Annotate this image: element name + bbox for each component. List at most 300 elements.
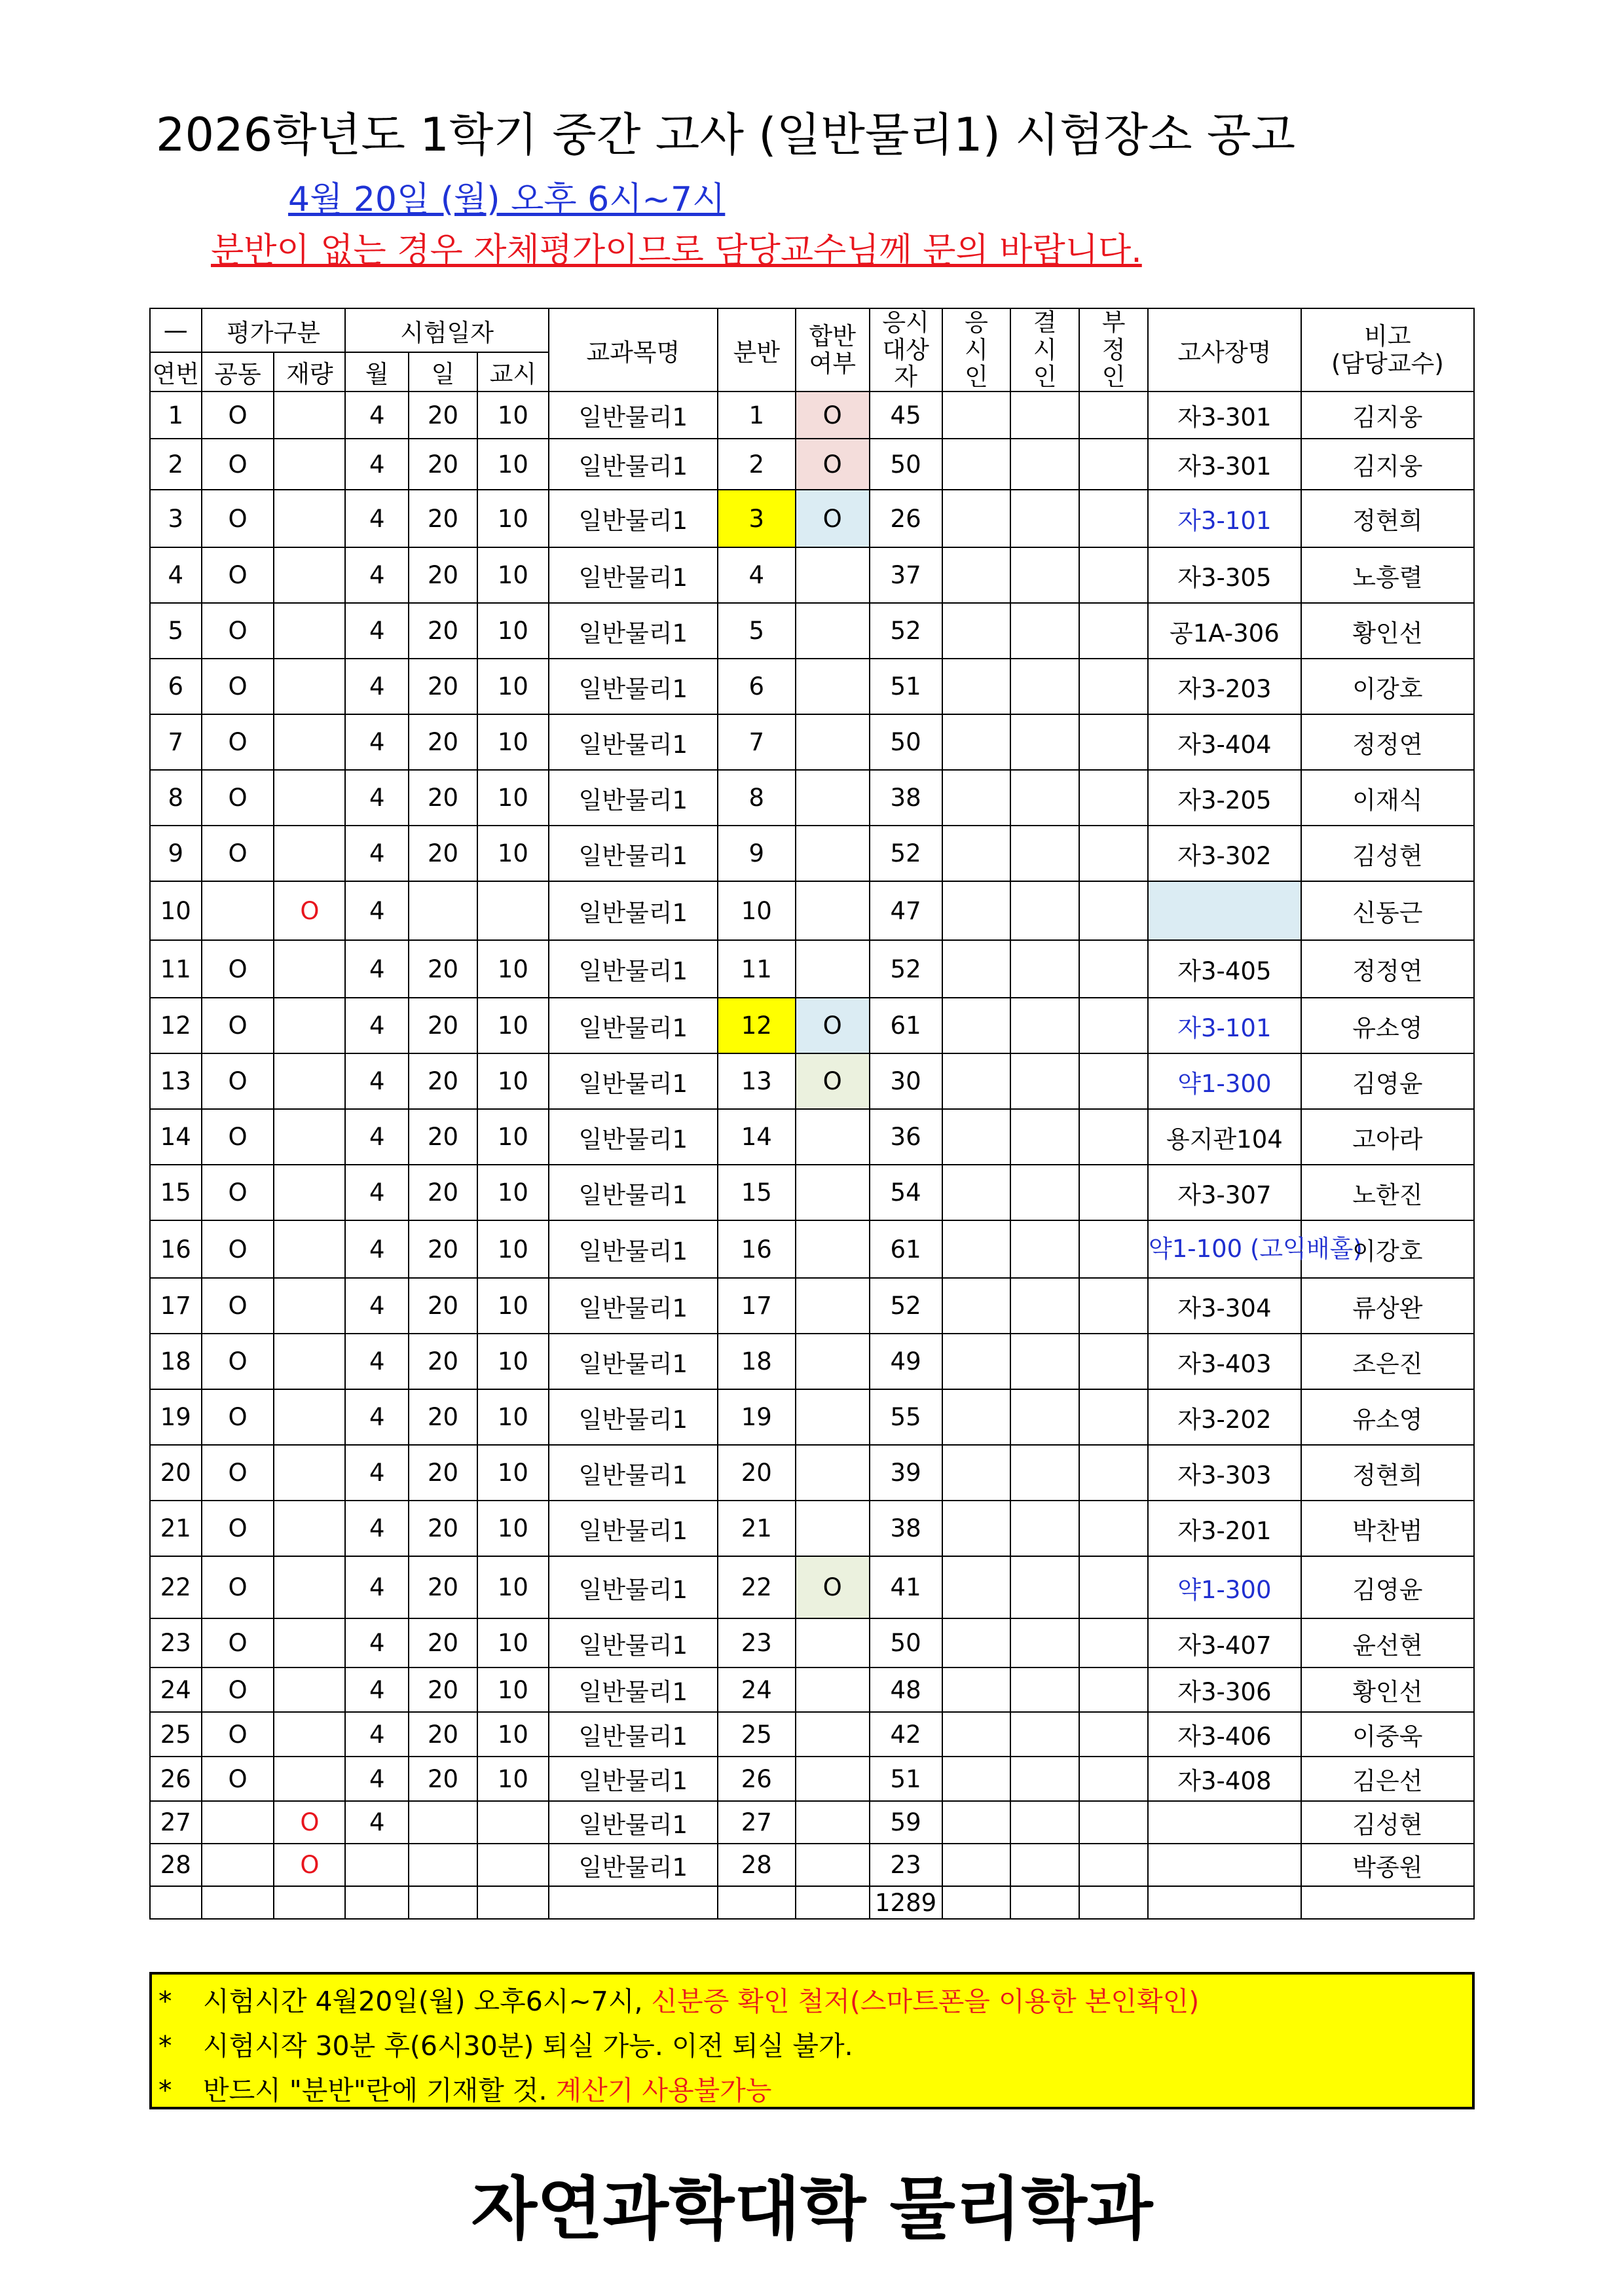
- header-eval-type: 평가구분: [202, 308, 346, 352]
- cell-examinees: 50: [870, 439, 942, 490]
- table-row: [150, 547, 1474, 603]
- cell-cheating: [1079, 1801, 1148, 1844]
- cell-course: 일반물리1: [549, 490, 718, 547]
- cell-cheating: [1079, 1844, 1148, 1886]
- cell-period: 10: [477, 826, 549, 881]
- cell-merged: [796, 881, 870, 940]
- cell-month: 4: [345, 1334, 409, 1389]
- cell-joint: O: [202, 1165, 274, 1220]
- cell-attended: [942, 1501, 1011, 1556]
- cell-joint: [202, 1844, 274, 1886]
- cell-professor: 김성현: [1301, 826, 1474, 881]
- table-row: [150, 1667, 1474, 1712]
- cell-joint: O: [202, 1220, 274, 1278]
- cell-month: 4: [345, 439, 409, 490]
- cell-cheating: [1079, 659, 1148, 714]
- cell-month: 4: [345, 659, 409, 714]
- cell-discretion: [274, 659, 345, 714]
- cell-professor: 윤선현: [1301, 1618, 1474, 1667]
- cell-merged: O: [796, 439, 870, 490]
- cell-no: 13: [150, 1053, 202, 1109]
- cell-section: 8: [718, 770, 796, 826]
- header-joint: 공동: [202, 352, 274, 392]
- header-day: 일: [409, 352, 477, 392]
- header-month: 월: [345, 352, 409, 392]
- cell-examinees: 52: [870, 940, 942, 998]
- cell-attended: [942, 439, 1011, 490]
- cell-attended: [942, 1278, 1011, 1334]
- cell-cheating: [1079, 1501, 1148, 1556]
- cell-section: 24: [718, 1667, 796, 1712]
- note-text: 시험시작 30분 후(6시30분) 퇴실 가능. 이전 퇴실 불가.: [203, 2030, 853, 2062]
- department-footer: 자연과학대학 물리학과: [471, 2169, 1153, 2249]
- cell-attended: [942, 1109, 1011, 1165]
- cell-section: 3: [718, 490, 796, 547]
- cell-month: 4: [345, 1712, 409, 1757]
- cell-examinees: 49: [870, 1334, 942, 1389]
- cell-joint: O: [202, 940, 274, 998]
- cell-cheating: [1079, 881, 1148, 940]
- cell-cheating: [1079, 1220, 1148, 1278]
- cell-merged: [796, 603, 870, 659]
- header-room: 고사장명: [1148, 308, 1301, 392]
- cell-cheating: [1079, 1667, 1148, 1712]
- cell-cheating: [1079, 714, 1148, 770]
- cell-room: 약1-300: [1148, 1556, 1301, 1618]
- cell-joint: O: [202, 1667, 274, 1712]
- cell-month: 4: [345, 940, 409, 998]
- cell-period: 10: [477, 1165, 549, 1220]
- cell-professor: 김영윤: [1301, 1053, 1474, 1109]
- cell-course: 일반물리1: [549, 1278, 718, 1334]
- cell-day: 20: [409, 998, 477, 1053]
- cell-no: 6: [150, 659, 202, 714]
- cell-joint: O: [202, 998, 274, 1053]
- cell-month: 4: [345, 1389, 409, 1445]
- cell-absent: [1010, 826, 1079, 881]
- cell-absent: [1010, 1556, 1079, 1618]
- cell-room: 자3-304: [1148, 1278, 1301, 1334]
- cell-cheating: [1079, 770, 1148, 826]
- cell-period: 10: [477, 1618, 549, 1667]
- cell-period: 10: [477, 1667, 549, 1712]
- cell-cheating: [1079, 826, 1148, 881]
- cell-course: 일반물리1: [549, 392, 718, 439]
- table-row: [150, 603, 1474, 659]
- cell-cheating: [1079, 1757, 1148, 1801]
- cell-attended: [942, 1844, 1011, 1886]
- cell-section: 12: [718, 998, 796, 1053]
- cell-discretion: [274, 1501, 345, 1556]
- cell-month: 4: [345, 770, 409, 826]
- cell-attended: [942, 1389, 1011, 1445]
- note-red-text: 계산기 사용불가능: [555, 2075, 772, 2106]
- cell-course: 일반물리1: [549, 998, 718, 1053]
- cell-examinees: 51: [870, 1757, 942, 1801]
- cell-professor: 유소영: [1301, 1389, 1474, 1445]
- header-examinees: 응시 대상 자: [870, 308, 942, 392]
- cell-cheating: [1079, 998, 1148, 1053]
- cell-period: 10: [477, 1389, 549, 1445]
- cell-discretion: [274, 1278, 345, 1334]
- cell-professor: 조은진: [1301, 1334, 1474, 1389]
- cell-room: 자3-101: [1148, 998, 1301, 1053]
- cell-merged: [796, 1501, 870, 1556]
- table-row: [150, 1445, 1474, 1501]
- cell-course: 일반물리1: [549, 547, 718, 603]
- cell-merged: [796, 1165, 870, 1220]
- cell-cheating: [1079, 1556, 1148, 1618]
- cell-course: 일반물리1: [549, 1220, 718, 1278]
- cell-section: 19: [718, 1389, 796, 1445]
- cell-day: 20: [409, 1556, 477, 1618]
- cell-no: 3: [150, 490, 202, 547]
- table-row: [150, 1757, 1474, 1801]
- cell-course: 일반물리1: [549, 659, 718, 714]
- table-row: [150, 940, 1474, 998]
- cell-examinees: 50: [870, 714, 942, 770]
- cell-joint: O: [202, 547, 274, 603]
- total-empty-cell: [942, 1886, 1011, 1919]
- cell-period: 10: [477, 1501, 549, 1556]
- cell-period: 10: [477, 603, 549, 659]
- total-empty-cell: [202, 1886, 274, 1919]
- table-row: [150, 1618, 1474, 1667]
- cell-cheating: [1079, 1334, 1148, 1389]
- cell-no: 12: [150, 998, 202, 1053]
- cell-day: 20: [409, 1389, 477, 1445]
- cell-period: 10: [477, 1334, 549, 1389]
- cell-no: 5: [150, 603, 202, 659]
- cell-joint: [202, 881, 274, 940]
- cell-room: 자3-404: [1148, 714, 1301, 770]
- cell-section: 25: [718, 1712, 796, 1757]
- cell-professor: 이강호: [1301, 659, 1474, 714]
- cell-professor: 유소영: [1301, 998, 1474, 1053]
- cell-attended: [942, 1712, 1011, 1757]
- cell-merged: [796, 1220, 870, 1278]
- cell-course: 일반물리1: [549, 1109, 718, 1165]
- table-row: [150, 1712, 1474, 1757]
- cell-merged: O: [796, 490, 870, 547]
- cell-examinees: 50: [870, 1618, 942, 1667]
- cell-absent: [1010, 1712, 1079, 1757]
- cell-no: 19: [150, 1389, 202, 1445]
- cell-course: 일반물리1: [549, 1801, 718, 1844]
- cell-course: 일반물리1: [549, 1556, 718, 1618]
- cell-examinees: 61: [870, 998, 942, 1053]
- cell-discretion: [274, 1667, 345, 1712]
- cell-room: 자3-301: [1148, 392, 1301, 439]
- cell-day: 20: [409, 826, 477, 881]
- cell-period: 10: [477, 1445, 549, 1501]
- cell-month: 4: [345, 714, 409, 770]
- cell-cheating: [1079, 603, 1148, 659]
- cell-cheating: [1079, 1053, 1148, 1109]
- cell-period: 10: [477, 1757, 549, 1801]
- cell-joint: O: [202, 392, 274, 439]
- cell-discretion: [274, 1389, 345, 1445]
- cell-course: 일반물리1: [549, 714, 718, 770]
- table-row: [150, 826, 1474, 881]
- table-row: [150, 1501, 1474, 1556]
- cell-examinees: 61: [870, 1220, 942, 1278]
- cell-professor: 고아라: [1301, 1109, 1474, 1165]
- cell-room: 자3-408: [1148, 1757, 1301, 1801]
- table-row: [150, 1844, 1474, 1886]
- cell-examinees: 41: [870, 1556, 942, 1618]
- cell-examinees: 30: [870, 1053, 942, 1109]
- header-merged: 합반 여부: [796, 308, 870, 392]
- cell-professor: 이강호: [1301, 1220, 1474, 1278]
- cell-day: 20: [409, 1165, 477, 1220]
- cell-day: 20: [409, 1501, 477, 1556]
- cell-absent: [1010, 1618, 1079, 1667]
- cell-section: 5: [718, 603, 796, 659]
- cell-no: 26: [150, 1757, 202, 1801]
- cell-examinees: 26: [870, 490, 942, 547]
- cell-discretion: [274, 1445, 345, 1501]
- cell-merged: [796, 714, 870, 770]
- cell-day: [409, 1801, 477, 1844]
- cell-period: [477, 1801, 549, 1844]
- cell-joint: [202, 1801, 274, 1844]
- note-text: 시험시간 4월20일(월) 오후6시~7시,: [203, 1986, 652, 2017]
- cell-course: 일반물리1: [549, 770, 718, 826]
- cell-section: 20: [718, 1445, 796, 1501]
- cell-examinees: 52: [870, 603, 942, 659]
- cell-day: 20: [409, 547, 477, 603]
- cell-no: 11: [150, 940, 202, 998]
- cell-attended: [942, 547, 1011, 603]
- cell-course: 일반물리1: [549, 1618, 718, 1667]
- cell-no: 24: [150, 1667, 202, 1712]
- cell-section: 9: [718, 826, 796, 881]
- cell-cheating: [1079, 1618, 1148, 1667]
- cell-absent: [1010, 1844, 1079, 1886]
- cell-day: 20: [409, 603, 477, 659]
- total-empty-cell: [1079, 1886, 1148, 1919]
- cell-absent: [1010, 1109, 1079, 1165]
- cell-attended: [942, 392, 1011, 439]
- cell-cheating: [1079, 547, 1148, 603]
- cell-month: 4: [345, 1556, 409, 1618]
- header-period: 교시: [477, 352, 549, 392]
- cell-attended: [942, 1556, 1011, 1618]
- cell-room: 자3-201: [1148, 1501, 1301, 1556]
- table-row: [150, 1109, 1474, 1165]
- cell-joint: O: [202, 1712, 274, 1757]
- cell-section: 21: [718, 1501, 796, 1556]
- total-empty-cell: [409, 1886, 477, 1919]
- cell-day: 20: [409, 1278, 477, 1334]
- table-row: [150, 1053, 1474, 1109]
- cell-professor: 김지웅: [1301, 439, 1474, 490]
- cell-merged: [796, 1844, 870, 1886]
- cell-merged: [796, 770, 870, 826]
- cell-no: 20: [150, 1445, 202, 1501]
- note-star: *: [158, 2030, 172, 2062]
- cell-section: 7: [718, 714, 796, 770]
- cell-discretion: [274, 1334, 345, 1389]
- cell-professor: 김은선: [1301, 1757, 1474, 1801]
- cell-professor: 이재식: [1301, 770, 1474, 826]
- cell-absent: [1010, 490, 1079, 547]
- cell-month: 4: [345, 1667, 409, 1712]
- cell-day: 20: [409, 439, 477, 490]
- cell-day: [409, 1844, 477, 1886]
- cell-professor: 정현희: [1301, 1445, 1474, 1501]
- cell-joint: O: [202, 770, 274, 826]
- cell-attended: [942, 1801, 1011, 1844]
- cell-day: 20: [409, 770, 477, 826]
- cell-professor: 박종원: [1301, 1844, 1474, 1886]
- cell-section: 1: [718, 392, 796, 439]
- cell-room: 자3-301: [1148, 439, 1301, 490]
- total-empty-cell: [549, 1886, 718, 1919]
- cell-course: 일반물리1: [549, 439, 718, 490]
- cell-course: 일반물리1: [549, 1445, 718, 1501]
- cell-no: 17: [150, 1278, 202, 1334]
- cell-section: 18: [718, 1334, 796, 1389]
- note-item: [158, 1980, 1199, 2018]
- header-section: 분반: [718, 308, 796, 392]
- cell-attended: [942, 714, 1011, 770]
- header-remarks: 비고 (담당교수): [1301, 308, 1474, 392]
- cell-section: 6: [718, 659, 796, 714]
- cell-examinees: 54: [870, 1165, 942, 1220]
- cell-joint: O: [202, 1053, 274, 1109]
- cell-discretion: [274, 490, 345, 547]
- cell-joint: O: [202, 1278, 274, 1334]
- cell-absent: [1010, 1220, 1079, 1278]
- cell-joint: O: [202, 1389, 274, 1445]
- cell-room: 자3-205: [1148, 770, 1301, 826]
- cell-cheating: [1079, 439, 1148, 490]
- table-row: [150, 714, 1474, 770]
- cell-merged: [796, 1334, 870, 1389]
- cell-section: 26: [718, 1757, 796, 1801]
- cell-attended: [942, 1445, 1011, 1501]
- cell-discretion: [274, 826, 345, 881]
- cell-room: 자3-302: [1148, 826, 1301, 881]
- cell-examinees: 52: [870, 1278, 942, 1334]
- cell-absent: [1010, 1667, 1079, 1712]
- cell-no: 8: [150, 770, 202, 826]
- cell-merged: [796, 1712, 870, 1757]
- cell-section: 22: [718, 1556, 796, 1618]
- cell-no: 15: [150, 1165, 202, 1220]
- cell-section: 27: [718, 1801, 796, 1844]
- cell-discretion: [274, 1712, 345, 1757]
- cell-merged: [796, 940, 870, 998]
- cell-professor: 김영윤: [1301, 1556, 1474, 1618]
- cell-joint: O: [202, 1618, 274, 1667]
- cell-room: 약1-300: [1148, 1053, 1301, 1109]
- cell-room: 용지관104: [1148, 1109, 1301, 1165]
- cell-examinees: 38: [870, 770, 942, 826]
- note-star: *: [158, 2075, 172, 2106]
- cell-day: 20: [409, 1712, 477, 1757]
- cell-attended: [942, 1220, 1011, 1278]
- cell-merged: O: [796, 392, 870, 439]
- cell-professor: 류상완: [1301, 1278, 1474, 1334]
- total-empty-cell: [477, 1886, 549, 1919]
- cell-joint: O: [202, 1445, 274, 1501]
- cell-attended: [942, 1165, 1011, 1220]
- cell-joint: O: [202, 1334, 274, 1389]
- cell-period: 10: [477, 490, 549, 547]
- cell-day: 20: [409, 659, 477, 714]
- cell-period: 10: [477, 439, 549, 490]
- cell-absent: [1010, 940, 1079, 998]
- cell-merged: [796, 1389, 870, 1445]
- total-row: [150, 1886, 1474, 1919]
- cell-room: 자3-305: [1148, 547, 1301, 603]
- total-empty-cell: [796, 1886, 870, 1919]
- cell-attended: [942, 1053, 1011, 1109]
- cell-day: 20: [409, 940, 477, 998]
- cell-attended: [942, 1667, 1011, 1712]
- cell-month: 4: [345, 547, 409, 603]
- cell-professor: 노흥렬: [1301, 547, 1474, 603]
- cell-absent: [1010, 392, 1079, 439]
- cell-discretion: [274, 998, 345, 1053]
- cell-absent: [1010, 1757, 1079, 1801]
- cell-discretion: [274, 714, 345, 770]
- cell-joint: O: [202, 714, 274, 770]
- cell-cheating: [1079, 1278, 1148, 1334]
- cell-no: 4: [150, 547, 202, 603]
- cell-month: 4: [345, 490, 409, 547]
- cell-attended: [942, 490, 1011, 547]
- cell-discretion: [274, 603, 345, 659]
- cell-examinees: 38: [870, 1501, 942, 1556]
- page-title: 2026학년도 1학기 중간 고사 (일반물리1) 시험장소 공고: [156, 108, 1296, 162]
- cell-examinees: 55: [870, 1389, 942, 1445]
- cell-merged: [796, 1801, 870, 1844]
- cell-attended: [942, 881, 1011, 940]
- cell-discretion: [274, 1053, 345, 1109]
- cell-month: 4: [345, 1109, 409, 1165]
- cell-room: 자3-407: [1148, 1618, 1301, 1667]
- cell-professor: 박찬범: [1301, 1501, 1474, 1556]
- cell-attended: [942, 1618, 1011, 1667]
- cell-examinees: 51: [870, 659, 942, 714]
- cell-room: [1148, 1801, 1301, 1844]
- table-row: [150, 998, 1474, 1053]
- cell-room: 자3-303: [1148, 1445, 1301, 1501]
- header-course: 교과목명: [549, 308, 718, 392]
- cell-examinees: 39: [870, 1445, 942, 1501]
- cell-discretion: [274, 1556, 345, 1618]
- cell-course: 일반물리1: [549, 940, 718, 998]
- total-examinees: 1289: [870, 1886, 942, 1919]
- cell-discretion: [274, 392, 345, 439]
- header-attended: 응 시 인: [942, 308, 1011, 392]
- cell-cheating: [1079, 392, 1148, 439]
- cell-examinees: 59: [870, 1801, 942, 1844]
- cell-absent: [1010, 659, 1079, 714]
- cell-course: 일반물리1: [549, 1844, 718, 1886]
- cell-period: 10: [477, 1109, 549, 1165]
- total-empty-cell: [274, 1886, 345, 1919]
- table-row: [150, 881, 1474, 940]
- cell-course: 일반물리1: [549, 1712, 718, 1757]
- cell-absent: [1010, 998, 1079, 1053]
- cell-course: 일반물리1: [549, 1053, 718, 1109]
- cell-room: 자3-203: [1148, 659, 1301, 714]
